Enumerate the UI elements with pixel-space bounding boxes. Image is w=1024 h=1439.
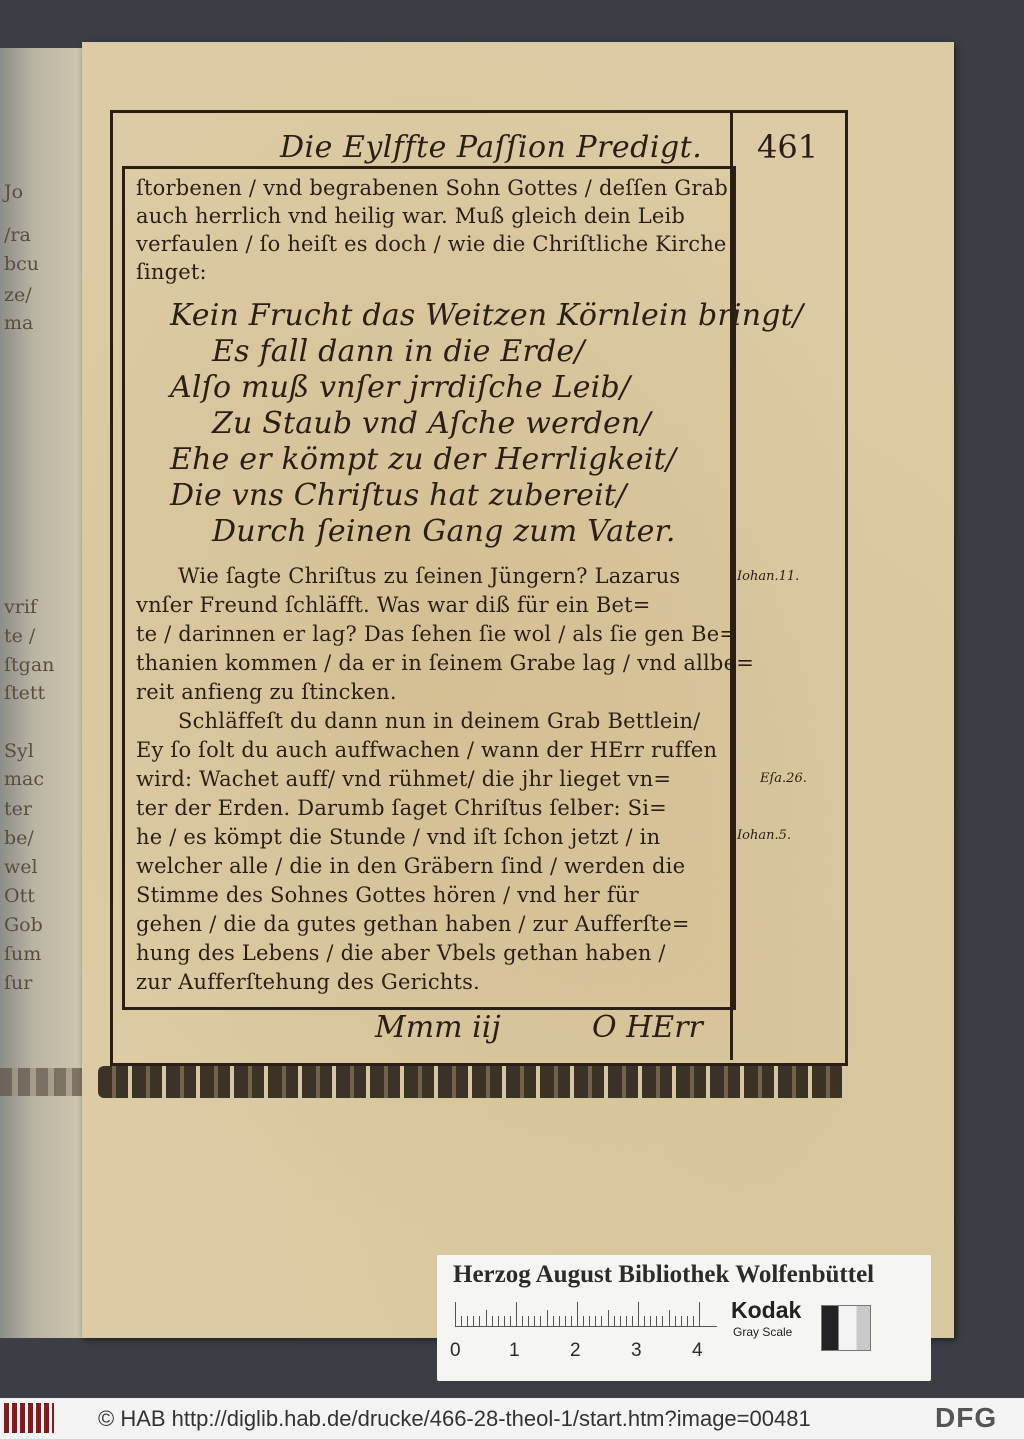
- text-line: welcher alle / die in den Gräbern ſind / werden die: [136, 854, 686, 878]
- ruler-tick: [693, 1316, 694, 1326]
- ruler-tick: [522, 1316, 523, 1326]
- ruler-number: 0: [450, 1340, 461, 1361]
- ruler-tick: [614, 1316, 615, 1326]
- left-fragment: mac: [4, 768, 44, 790]
- dfg-logo: DFG: [935, 1402, 998, 1433]
- text-line: ter der Erden. Darumb ſaget Chriſtus ſelber: Si=: [136, 796, 667, 820]
- ruler-tick: [516, 1302, 517, 1326]
- left-page-edge: [0, 48, 82, 1338]
- left-fragment: ze/: [4, 284, 32, 306]
- ruler-tick: [577, 1302, 578, 1326]
- ruler-tick: [608, 1310, 609, 1326]
- hymn-line: Kein Frucht das Weitzen Körnlein bringt/: [170, 298, 804, 333]
- ruler-tick: [595, 1316, 596, 1326]
- text-line: gehen / die da gutes gethan haben / zur Aufferſte=: [136, 912, 690, 936]
- text-line: Schläffeſt du dann nun in deinem Grab Bettlein/: [178, 709, 701, 733]
- ruler-tick: [510, 1316, 511, 1326]
- page-number: 461: [757, 128, 819, 166]
- signature-mark: Mmm iij: [375, 1010, 501, 1045]
- hymn-line: Ehe er kömpt zu der Herrligkeit/: [170, 442, 677, 477]
- ruler-number: 3: [631, 1340, 642, 1361]
- kodak-brand: Kodak: [731, 1297, 802, 1323]
- running-head: Die Eylffte Paſſion Predigt.: [280, 130, 703, 165]
- text-line: Wie ſagte Chriſtus zu ſeinen Jüngern? Lazarus: [178, 564, 681, 588]
- ruler-tick: [540, 1316, 541, 1326]
- ruler-tick: [601, 1316, 602, 1326]
- left-fragment: wel: [4, 856, 38, 878]
- left-fragment: Ott: [4, 885, 35, 907]
- hab-logo-icon: [4, 1403, 54, 1433]
- ruler-tick: [632, 1316, 633, 1326]
- ruler-tick: [504, 1316, 505, 1326]
- left-fragment: /ra: [4, 224, 31, 246]
- ruler-tick: [467, 1316, 468, 1326]
- text-line: hung des Lebens / die aber Vbels gethan haben /: [136, 941, 666, 965]
- catchword: O HErr: [592, 1010, 703, 1045]
- left-fragment: bcu: [4, 253, 40, 275]
- margin-note: Eſa.26.: [760, 771, 807, 786]
- ruler-tick: [498, 1316, 499, 1326]
- ruler-tick: [553, 1316, 554, 1326]
- ruler-tick: [638, 1302, 639, 1326]
- ruler-tick: [699, 1302, 700, 1326]
- left-fragment: Gob: [4, 914, 43, 936]
- gray-swatch: [821, 1305, 871, 1351]
- ruler-tick: [589, 1316, 590, 1326]
- ruler-tick: [479, 1316, 480, 1326]
- ruler-tick: [571, 1316, 572, 1326]
- text-line: ſtorbenen / vnd begrabenen Sohn Gottes / deſſen Grab: [136, 176, 728, 200]
- left-fragment: ſtett: [4, 682, 46, 704]
- ruler: [455, 1300, 717, 1327]
- ruler-number: 2: [570, 1340, 581, 1361]
- ruler-tick: [534, 1316, 535, 1326]
- text-line: zur Aufferſtehung des Gerichts.: [136, 970, 480, 994]
- ruler-tick: [675, 1316, 676, 1326]
- ruler-tick: [583, 1316, 584, 1326]
- text-line: vnſer Freund ſchläfft. Was war diß für ein Bet=: [136, 593, 651, 617]
- hymn-line: Durch ſeinen Gang zum Vater.: [212, 514, 676, 549]
- ruler-number: 1: [509, 1340, 520, 1361]
- ruler-tick: [620, 1316, 621, 1326]
- ruler-tick: [669, 1310, 670, 1326]
- left-fragment: te /: [4, 625, 36, 647]
- left-fragment: ſtgan: [4, 654, 55, 676]
- ruler-tick: [565, 1316, 566, 1326]
- library-name: Herzog August Bibliothek Wolfenbüttel: [453, 1261, 875, 1288]
- text-line: Stimme des Sohnes Gottes hören / vnd her für: [136, 883, 639, 907]
- left-fragment: ſum: [4, 943, 42, 965]
- ruler-tick: [473, 1316, 474, 1326]
- ruler-tick: [461, 1316, 462, 1326]
- hymn-line: Es fall dann in die Erde/: [212, 334, 585, 369]
- ruler-tick: [528, 1316, 529, 1326]
- hymn-line: Zu Staub vnd Aſche werden/: [212, 406, 651, 441]
- ruler-number: 4: [692, 1340, 703, 1361]
- ruler-tick: [559, 1316, 560, 1326]
- footer-bar: [0, 1398, 1024, 1439]
- left-ornament: [0, 1068, 82, 1096]
- ornament-band: [98, 1066, 846, 1098]
- ruler-tick: [547, 1310, 548, 1326]
- ruler-tick: [486, 1310, 487, 1326]
- gray-scale-label: Gray Scale: [733, 1325, 793, 1339]
- left-fragment: be/: [4, 827, 34, 849]
- text-line: Ey ſo ſolt du auch auffwachen / wann der HErr ruffen: [136, 738, 718, 762]
- margin-note: Iohan.5.: [737, 828, 791, 843]
- left-fragment: ma: [4, 312, 34, 334]
- copyright-link[interactable]: © HAB http://diglib.hab.de/drucke/466-28-theol-1/start.htm?image=00481: [98, 1406, 811, 1431]
- ruler-tick: [644, 1316, 645, 1326]
- ruler-tick: [492, 1316, 493, 1326]
- left-fragment: Jo: [4, 181, 24, 203]
- left-fragment: Syl: [4, 740, 34, 762]
- text-line: thanien kommen / da er in ſeinem Grabe lag / vnd allbe=: [136, 651, 754, 675]
- text-line: te / darinnen er lag? Das ſehen ſie wol / als ſie gen Be=: [136, 622, 738, 646]
- ruler-tick: [662, 1316, 663, 1326]
- margin-note: Iohan.11.: [737, 569, 800, 584]
- left-fragment: vrif: [4, 596, 37, 618]
- ruler-tick: [455, 1302, 456, 1326]
- ruler-tick: [656, 1316, 657, 1326]
- text-line: ſinget:: [136, 260, 207, 284]
- ruler-tick: [687, 1316, 688, 1326]
- library-card: [437, 1255, 931, 1381]
- text-line: he / es kömpt die Stunde / vnd iſt ſchon jetzt / in: [136, 825, 661, 849]
- text-line: wird: Wachet auff/ vnd rühmet/ die jhr lieget vn=: [136, 767, 672, 791]
- text-line: reit anfieng zu ſtincken.: [136, 680, 397, 704]
- hymn-line: Die vns Chriſtus hat zubereit/: [170, 478, 627, 513]
- ruler-tick: [626, 1316, 627, 1326]
- text-line: auch herrlich vnd heilig war. Muß gleich dein Leib: [136, 204, 686, 228]
- left-fragment: ſur: [4, 972, 33, 994]
- hymn-line: Alſo muß vnſer jrrdiſche Leib/: [170, 370, 631, 405]
- text-line: verfaulen / ſo heiſt es doch / wie die Chriſtliche Kirche: [136, 232, 727, 256]
- ruler-tick: [650, 1316, 651, 1326]
- ruler-tick: [681, 1316, 682, 1326]
- left-fragment: ter: [4, 798, 32, 820]
